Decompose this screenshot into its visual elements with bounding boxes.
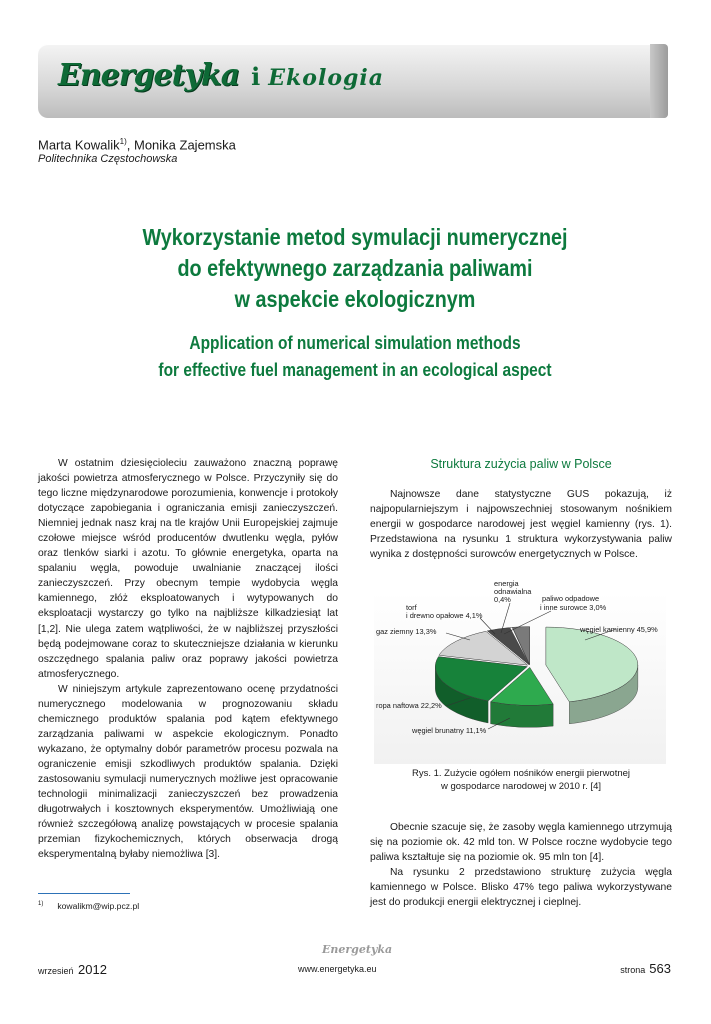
footer-url: www.energetyka.eu [298, 964, 377, 974]
caption-line: w gospodarce narodowej w 2010 r. [4] [440, 780, 601, 792]
label-gaz-ziemny: gaz ziemny 13,3% [376, 627, 437, 636]
right-column-intro [370, 487, 672, 562]
title-en-line: Application of numerical simulation methods [189, 333, 521, 353]
footer-page-label: strona [620, 965, 646, 975]
label-ropa-naftowa: ropa naftowa 22,2% [376, 701, 442, 710]
label-energia-odnawialna: energia [494, 579, 519, 588]
journal-logo [58, 58, 384, 102]
caption-line: Rys. 1. Zużycie ogółem nośników energii pierwotnej [411, 768, 631, 779]
author-line [38, 137, 236, 152]
body-paragraph: W ostatnim dziesięcioleciu zauważono znaczną poprawę jakości powietrza atmosferycznego w Polsce. Przyczyniły się do tego liczne międzynarodowe porozumienia, konwencje i protokoły dotyczące zapobiegania i ograniczania emisji zanieczyszczeń. Niemniej jednak nasz kraj na tle krajów Unii Europejskiej zajmuje czołowe miejsce wśród producentów dwutlenku węgla, pyłów oraz tlenków siarki i azotu. To głównie energetyka, oparta na spalaniu węgla, powoduje uwalnianie znaczącej ilości zanieczyszczeń. Przy obecnym tempie wydobycia węgla kamiennego, złóż eksploatowanych i wytypowanych do eksploatacji wystarczy go tylko na najbliższe kilkadziesiąt lat [1,2]. Nie ulega zatem wątpliwości, że w najbliższej przyszłości będą podejmowane coraz to skuteczniejsze działania w kierunku oszczędnego spalania paliw oraz poprawy jakości powietrza atmosferycznego. [38, 458, 338, 680]
title-en-line: for effective fuel management in an ecological aspect [158, 360, 552, 380]
logo-connector: i [251, 62, 261, 91]
title-pl-line: Wykorzystanie metod symulacji numerycznej [142, 224, 568, 250]
fuel-structure-chart [370, 576, 670, 766]
footnote [38, 901, 139, 911]
label-paliwo-odpadowe: i inne surowce 3,0% [540, 603, 607, 612]
right-column-continued [370, 820, 672, 910]
logo-main-text: Energetyka [58, 58, 240, 93]
label-torf: torf [406, 603, 417, 612]
footer-month: wrzesień [38, 966, 74, 976]
label-wegiel-kamienny: węgiel kamienny 45,9% [580, 625, 658, 634]
pie-slice-side [491, 702, 554, 728]
title-pl-line: do efektywnego zarządzania paliwami [177, 255, 533, 281]
body-paragraph: Najnowsze dane statystyczne GUS pokazują, iż najpopularniejszym i najpowszechniej stosowanym nośnikiem energii w gospodarce narodowej jest węgiel kamienny (rys. 1). Przedstawiona na rysunku 1 struktura wykorzystywania paliw wynika z dostępności surowców energetycznych w Polsce. [370, 489, 672, 561]
left-column [38, 456, 338, 862]
label-energia-odnawialna: odnawialna [494, 587, 532, 596]
footer-date [38, 962, 107, 977]
figure-caption [370, 768, 672, 793]
footer-page-number: 563 [649, 961, 671, 976]
footnote-email: kowalikm@wip.pcz.pl [57, 901, 140, 911]
affiliation: Politechnika Częstochowska [38, 153, 178, 165]
title-english [84, 330, 626, 384]
title-pl-line: w aspekcie ekologicznym [234, 286, 476, 312]
footer-logo: Energetyka [322, 943, 393, 956]
author-name-1: Marta Kowalik [38, 137, 120, 153]
footer-page [620, 961, 671, 976]
section-heading: Struktura zużycia paliw w Polsce [430, 457, 612, 471]
author-name-2: , Monika Zajemska [126, 137, 236, 153]
logo-second-text: Ekologia [268, 65, 384, 91]
pie-chart-svg [370, 576, 670, 766]
body-paragraph: Obecnie szacuje się, że zasoby węgla kamiennego utrzymują się na poziomie ok. 42 mld ton. W Polsce roczne wydobycie tego paliwa kształtuje się na poziomie ok. 95 mln ton [4]. [370, 822, 672, 864]
footer-year: 2012 [78, 962, 107, 977]
label-wegiel-brunatny: węgiel brunatny 11,1% [412, 726, 487, 735]
author-footnote-marker: 1) [119, 137, 127, 146]
title-polish [84, 222, 626, 315]
body-paragraph: W niniejszym artykule zaprezentowano ocenę przydatności numerycznego modelowania w prognozowaniu składu chemicznego produktów spalania pod kątem efektywnego zarządzania paliwami w aspekcie ekologicznym. Ponadto wykazano, że optymalny dobór parametrów procesu pozwala na ograniczenie emisji szkodliwych produktów spalania. Dzięki zastosowaniu symulacji numerycznych możliwe jest opracowanie technologii minimalizacji zanieczyszczeń bez prowadzenia długotrwałych i kosztownych eksperymentów. Umożliwiają one również szczegółową analizę powstających w procesie spalania przemian fizykochemicznych, których obserwacja drogą eksperymentalną byłaby niemożliwa [3]. [38, 683, 338, 861]
label-paliwo-odpadowe: paliwo odpadowe [542, 594, 600, 603]
footnote-rule [38, 893, 130, 894]
footnote-marker: 1) [38, 901, 44, 908]
label-energia-odnawialna: 0,4% [494, 595, 511, 604]
label-torf: i drewno opałowe 4,1% [406, 611, 483, 620]
body-paragraph: Na rysunku 2 przedstawiono strukturę zużycia węgla kamiennego w Polsce. Blisko 47% tego paliwa wykorzystywane jest do produkcji energii elektrycznej i cieplnej. [370, 867, 672, 909]
